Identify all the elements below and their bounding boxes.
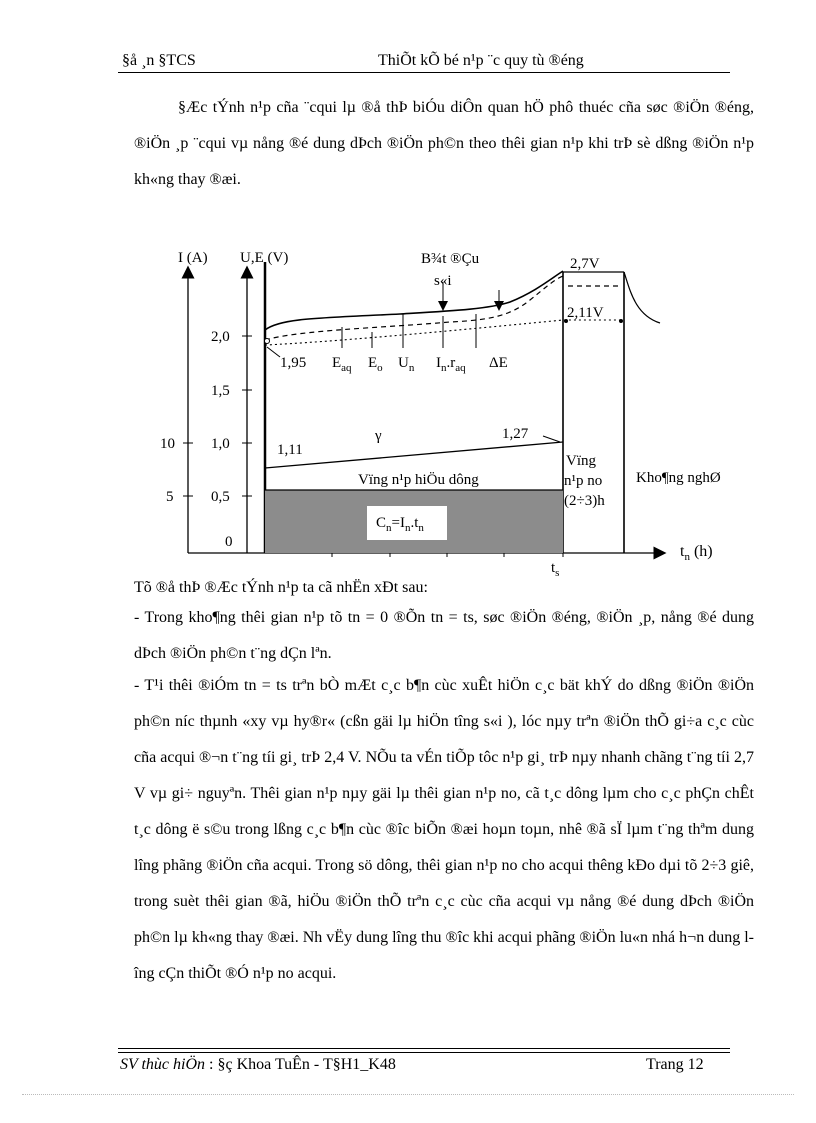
capacity-formula: $C_n=I_n.t_n$ (376, 515, 424, 534)
i-axis-label: I (A) (178, 250, 208, 266)
ts-label: $t_s$ (551, 560, 560, 579)
footer-page-number: Trang 12 (646, 1056, 704, 1073)
boiling-label-2: s«i (434, 273, 452, 289)
label-1-27: 1,27 (502, 426, 529, 442)
decay-curve (624, 272, 660, 323)
voltage-curve (265, 271, 563, 330)
zone-full-3: (2÷3)h (564, 493, 605, 509)
tick-2-0: 2,0 (211, 329, 230, 345)
label-eo: $E_o$ (368, 355, 383, 374)
label-delta-e: ΔE (489, 355, 508, 371)
label-eaq: $E_{aq}$ (332, 355, 352, 374)
open-circuit-curve (265, 320, 624, 345)
observation-1: - Trong kho¶ng thêi gian n¹p tõ tn = 0 ®Õn tn = ts, søc ®iÖn ®éng, ®iÖn ¸p, nång ®é dung dÞch ®iÖn ph©n t¨ng dÇn lªn. (134, 609, 754, 662)
zone-full-1: Vïng (566, 453, 596, 469)
label-in-raq: $I_n.r_{aq}$ (436, 355, 466, 374)
label-1-95: 1,95 (280, 355, 307, 371)
label-1-11: 1,11 (277, 442, 303, 458)
tick-i-10: 10 (160, 436, 175, 452)
label-un: $U_n$ (398, 355, 415, 374)
header-left: §å ¸n §TCS (122, 52, 196, 69)
x-axis-label: $t_n$ (h) (680, 543, 713, 563)
intro-paragraph: §Æc tÝnh n¹p cña ¨cqui lµ ®å thÞ biÓu diÔn quan hÖ phô thuéc cña søc ®iÖn ®éng, ®iÖn ¸p ¨cqui vµ nång ®é dung dÞch ®iÖn ph©n theo thêi gian n¹p khi trÞ sè dßng ®iÖn n¹p kh«ng thay ®æi. (134, 99, 754, 188)
label-2-11v: 2,11V (567, 305, 604, 321)
ue-axis-label: U,E (V) (240, 250, 289, 266)
label-gamma: γ (375, 428, 382, 444)
tick-1-0: 1,0 (211, 436, 230, 452)
tick-i-5: 5 (166, 489, 174, 505)
label-2-7v: 2,7V (570, 256, 600, 272)
zone-full-2: n¹p no (564, 473, 603, 489)
footer-rule-bottom (118, 1052, 730, 1053)
zone-effective: Vïng n¹p hiÖu dông (358, 472, 479, 488)
observation-2: - T¹i thêi ®iÓm tn = ts trªn bÒ mÆt c¸c b¶n cùc xuÊt hiÖn c¸c bät khÝ do dßng ®iÖn ®iÖn ph©n níc thµnh «xy vµ hy®r« (cßn gäi lµ hiÖn tîng s«i ), lóc nµy trªn ®iÖn thÕ gi÷a c¸c cùc cña acqui ®¬n t¨ng tíi gi¸ trÞ 2,4 V. NÕu ta vÉn tiÕp tôc n¹p gi¸ trÞ nµy nhanh chãng t¨ng tíi 2,7 V vµ gi÷ nguyªn. Thêi gian n¹p nµy gäi lµ thêi gian n¹p no, cã t¸c dông lµm cho c¸c phÇn chÊt t¸c dông ë s©u trong lßng c¸c b¶n cùc ®îc biÕn ®æi hoµn toµn, nhê ®ã sÏ lµm t¨ng thªm dung lîng phãng ®iÖn cña acqui. Trong sö dông, thêi gian n¹p no cho acqui thêng kÐo dµi tõ 2÷3 giê, trong suèt thêi gian ®ã, hiÖu ®iÖn thÕ trªn c¸c cùc cña acqui vµ nång ®é dung dÞch ®iÖn ph©n lµ kh«ng thay ®æi. Nh vËy dung lîng thu ®îc khi acqui phãng ®iÖn lu«n nhá h¬n dung lîng cÇn thiÕt ®Ó n¹p no acqui. (134, 677, 754, 982)
footer-rule-top (118, 1048, 730, 1049)
page-bottom-dots (22, 1094, 794, 1095)
boiling-label-1: B¾t ®Çu (421, 251, 480, 267)
header-right: ThiÕt kÕ bé n¹p ¨c quy tù ®éng (378, 52, 584, 69)
tick-0: 0 (225, 534, 233, 550)
observation-intro: Tõ ®å thÞ ®Æc tÝnh n¹p ta cã nhËn xÐt sau: (134, 579, 428, 596)
emf-curve (265, 276, 563, 340)
tick-0-5: 0,5 (211, 489, 230, 505)
zone-rest: Kho¶ng nghØ (636, 470, 721, 486)
current-line (265, 442, 563, 468)
footer-student: SV thùc hiÖn : §ç Khoa TuÊn - T§H1_K48 (120, 1056, 396, 1073)
tick-1-5: 1,5 (211, 383, 230, 399)
